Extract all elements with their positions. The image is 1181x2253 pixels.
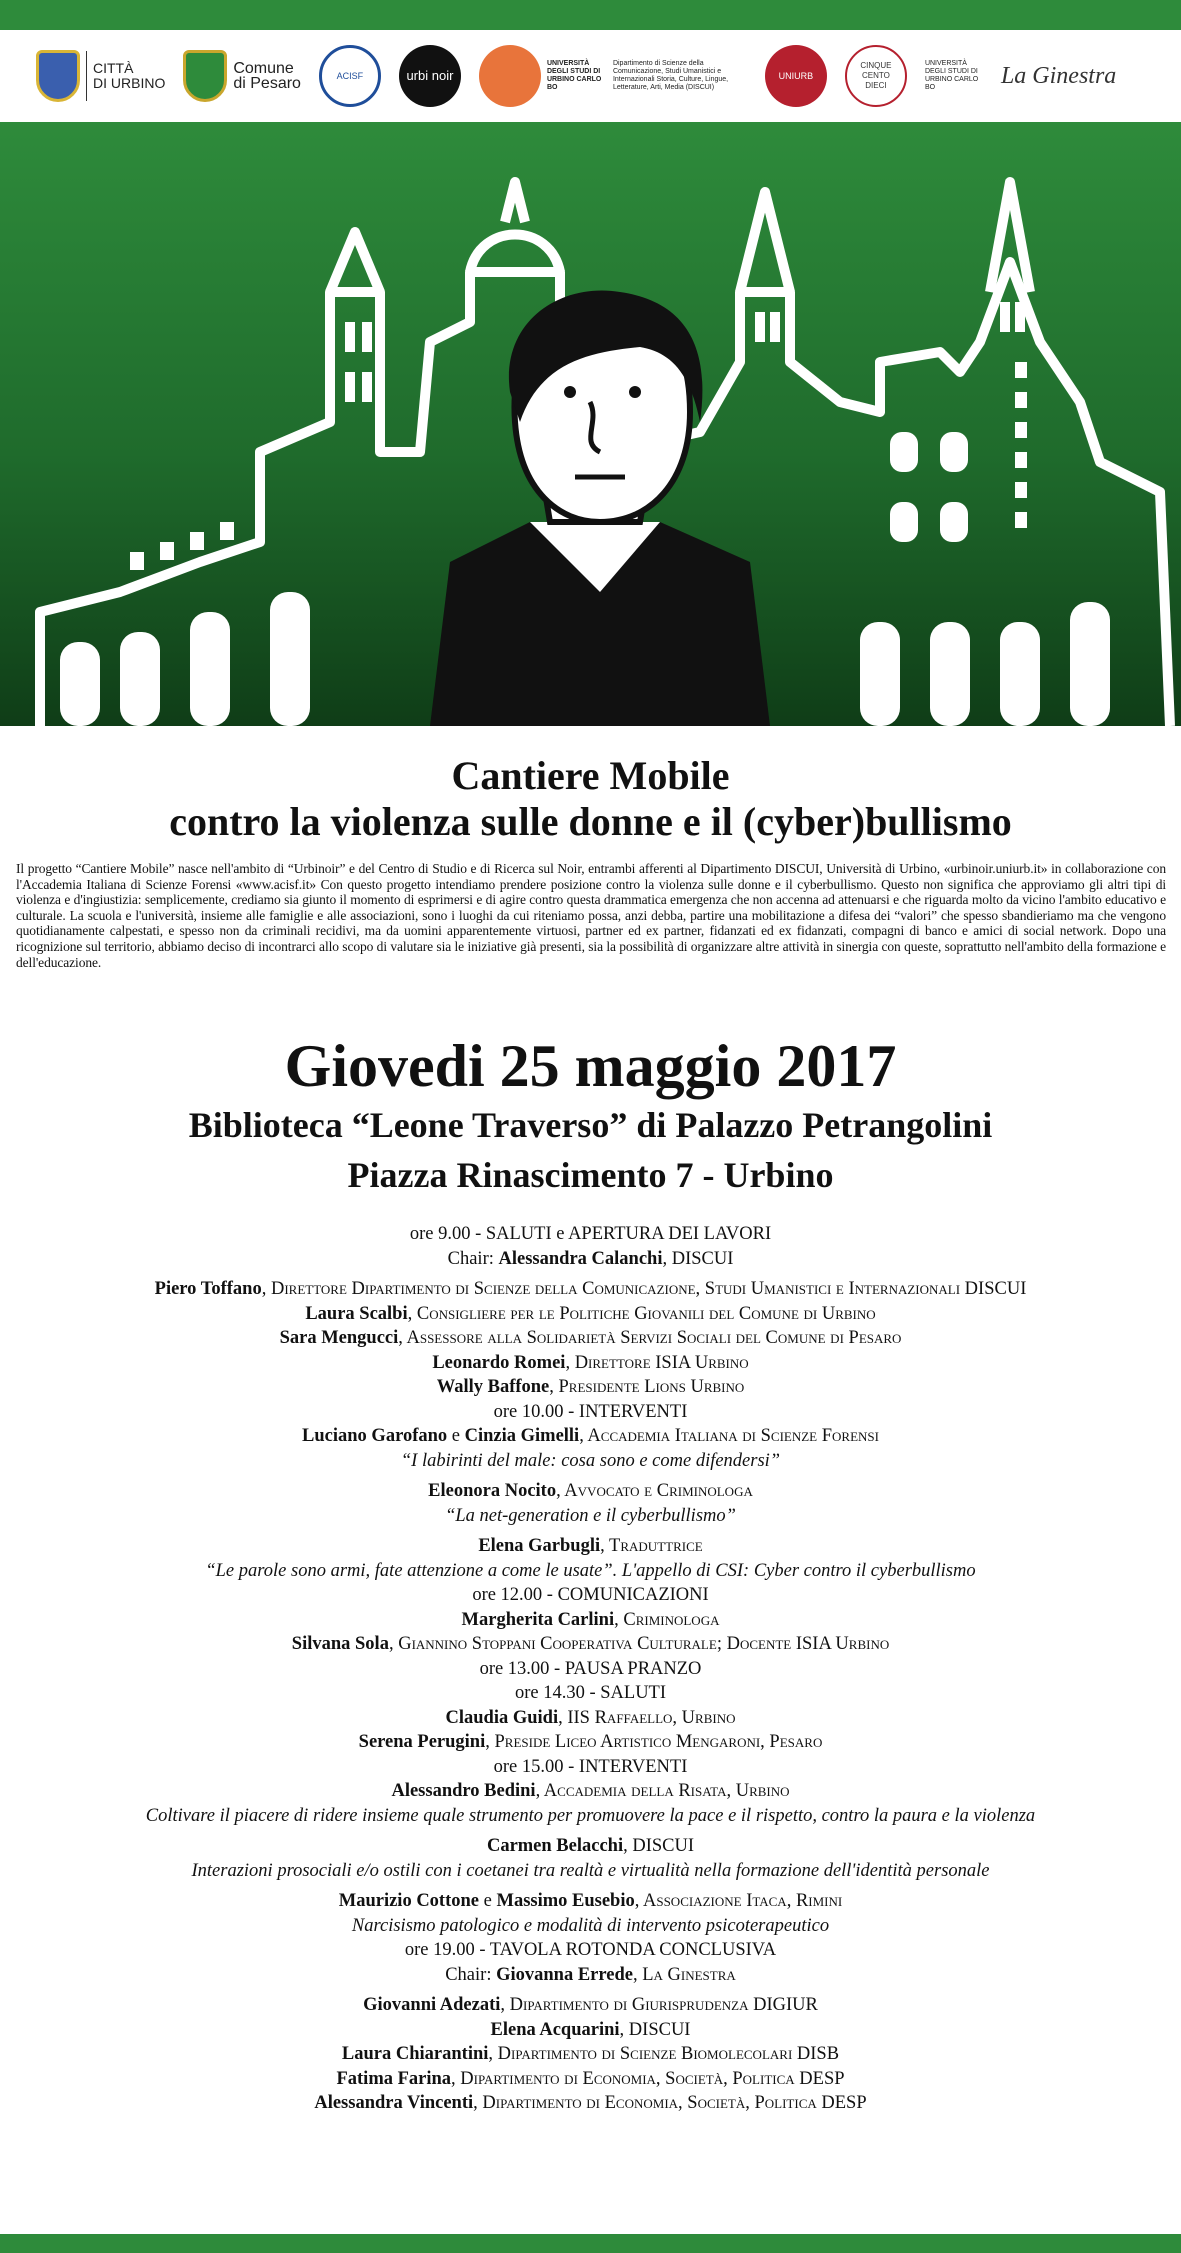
speaker-name: Eleonora Nocito: [428, 1481, 557, 1501]
speaker-name: Giovanni Adezati: [363, 1995, 501, 2015]
logo-urbino-line2: DI URBINO: [93, 75, 166, 91]
speaker-name: Claudia Guidi: [445, 1707, 559, 1728]
speaker-name: Alessandro Bedini: [391, 1781, 536, 1801]
speaker-affiliation: , Criminologa: [614, 1609, 720, 1630]
speaker-row: [0, 1632, 1181, 1657]
speaker-name: Laura Chiarantini: [341, 2044, 489, 2064]
talk-title: [0, 1449, 1181, 1474]
speaker-row: [0, 1993, 1181, 2018]
session-chair: [0, 1963, 1181, 1988]
speaker-affiliation: , DISCUI: [623, 1836, 695, 1856]
speaker-row: [0, 1889, 1181, 1914]
speaker-row: [0, 1779, 1181, 1804]
chair-aff: , DISCUI: [662, 1248, 734, 1269]
session-time: ore 12.00 - COMUNICAZIONI: [472, 1585, 709, 1605]
talk-title-text: Narcisismo patologico e modalità di intervento psicoterapeutico: [351, 1915, 830, 1936]
chair-label: Chair:: [447, 1248, 499, 1269]
speaker-affiliation: , Assessore alla Solidarietà Servizi Sociali del Comune di Pesaro: [398, 1328, 902, 1348]
chair-name: Giovanna Errede: [496, 1964, 633, 1985]
intro-paragraph: Il progetto “Cantiere Mobile” nasce nell'ambito di “Urbinoir” e del Centro di Studio e di Ricerca sul Noir, entrambi afferenti al Dipartimento DISCUI, Università di Urbino, «urbinoir.uniurb.it» in collaborazione con l'Accademia Italiana di Scienze Forensi «www.acisf.it» Con questo progetto intendiamo prendere posizione contro la violenza sulle donne e il cyberbullismo. Questo non significa che approviamo gli altri tipi di violenza e d'ingiustizia: semplicemente, crediamo sia giunto il momento di esprimersi e di agire contro questa drammatica emergenza che non accenna ad attenuarsi e che riguarda molto da vicino l'ambito educativo e culturale. La scuola e l'università, insieme alle famiglie e alle associazioni, sono i luoghi da cui riteniamo possa, anzi debba, partire una mobilitazione a difesa dei “valori” che spesso sbandieriamo ma che vengono quotidianamente calpestati, e spesso non da criminali recidivi, ma da uomini apparentemente virtuosi, partner ed ex partner, fidanzati ed ex fidanzati, compagni di banco e amici di social network. Dopo una ricognizione sul territorio, abbiamo deciso di incontrarci allo scopo di valutare sia le iniziative già presenti, sia la possibilità di organizzare altre attività in sinergia con queste, soprattutto nell'ambito della formazione e dell'educazione.: [16, 861, 1166, 970]
logo-pesaro-line2: di Pesaro: [233, 75, 301, 92]
speaker-name: Fatima Farina: [336, 2068, 452, 2089]
speaker-name: Elena Garbugli: [478, 1536, 601, 1556]
speaker-affiliation: , Direttore ISIA Urbino: [565, 1352, 749, 1373]
speaker-row: [0, 1326, 1181, 1351]
speaker-affiliation: , Consigliere per le Politiche Giovanili del Comune di Urbino: [407, 1303, 876, 1324]
event-date: Giovedi 25 maggio 2017: [284, 1033, 897, 1099]
speaker-row: [0, 1834, 1181, 1859]
speaker-row: [0, 1302, 1181, 1327]
session-time: ore 19.00 - TAVOLA ROTONDA CONCLUSIVA: [404, 1940, 777, 1960]
logo-urbino: [36, 50, 165, 102]
and-text: e: [447, 1426, 465, 1446]
bottom-green-bar: [0, 2234, 1181, 2253]
logo-divider: [86, 51, 87, 101]
pesaro-crest-icon: [183, 50, 227, 102]
speaker-name: Silvana Sola: [291, 1634, 389, 1654]
chair-label: Chair:: [445, 1964, 497, 1985]
discui-seal-icon: [479, 45, 541, 107]
chair-aff: , La Ginestra: [632, 1964, 736, 1985]
speaker-name: Cinzia Gimelli: [464, 1426, 580, 1446]
session-time: ore 14.30 - SALUTI: [514, 1683, 667, 1703]
session-time: ore 13.00 - PAUSA PRANZO: [479, 1658, 702, 1679]
speaker-row: [0, 2091, 1181, 2116]
speaker-affiliation: , DISCUI: [619, 2019, 691, 2040]
speaker-affiliation: , Avvocato e Criminologa: [556, 1481, 753, 1501]
speaker-row: [0, 1706, 1181, 1731]
top-green-bar: [0, 0, 1181, 30]
speaker-row: [0, 1424, 1181, 1449]
speaker-name: Piero Toffano: [154, 1279, 262, 1299]
talk-title-text: “La net-generation e il cyberbullismo”: [445, 1505, 736, 1526]
logo-ginestra: La Ginestra: [1000, 62, 1117, 89]
talk-title-text: Interazioni prosociali e/o ostili con i coetanei tra realtà e virtualità nella formazione dell'identità personale: [191, 1860, 990, 1881]
speaker-row: [0, 2042, 1181, 2067]
logo-bar: [0, 30, 1181, 122]
speaker-name: Carmen Belacchi: [486, 1836, 624, 1856]
speaker-affiliation: , Dipartimento di Economia, Società, Politica DESP: [473, 2093, 867, 2113]
logo-seal-text: UNIURB: [778, 71, 814, 81]
speaker-row: [0, 1534, 1181, 1559]
speaker-row: [0, 1351, 1181, 1376]
logo-pesaro-line1: Comune: [233, 60, 294, 77]
speaker-affiliation: , Accademia Italiana di Scienze Forensi: [579, 1426, 879, 1446]
logo-acisf: [319, 45, 381, 107]
urbino-crest-icon: [36, 50, 80, 102]
logo-univ-text: UNIVERSITÀ DEGLI STUDI DI URBINO CARLO BO: [924, 60, 979, 91]
logo-discui-univ: UNIVERSITÀ DEGLI STUDI DI URBINO CARLO BO: [546, 60, 602, 91]
speaker-name: Margherita Carlini: [461, 1609, 615, 1630]
logo-uniurb-seal: [765, 45, 827, 107]
talk-title-text: Coltivare il piacere di ridere insieme quale strumento per promuovere la pace e il rispetto, contro la paura e la violenza: [145, 1805, 1036, 1826]
program: [0, 1222, 1181, 2116]
talk-title: [0, 1504, 1181, 1529]
speaker-affiliation: , Dipartimento di Economia, Società, Politica DESP: [451, 2068, 845, 2089]
hero-illustration: [0, 122, 1181, 726]
speaker-affiliation: , Associazione Itaca, Rimini: [634, 1891, 843, 1911]
logo-urbinoir-text: urbi noir: [406, 68, 454, 83]
and-text: e: [479, 1891, 497, 1911]
cc-line3: DIECI: [865, 81, 887, 90]
logo-discui-text: Dipartimento di Scienze della Comunicazione, Studi Umanistici e Internazionali Storia, Culture, Lingue, Letterature, Arti, Media (DISCUI): [612, 60, 729, 91]
title-line-2: contro la violenza sulle donne e il (cyber)bullismo: [169, 799, 1012, 844]
talk-title: [0, 1559, 1181, 1584]
speaker-row: [0, 1608, 1181, 1633]
speaker-affiliation: , Presidente Lions Urbino: [549, 1377, 745, 1397]
speaker-affiliation: , Dipartimento di Giurisprudenza DIGIUR: [500, 1995, 818, 2015]
cc-line1: CINQUE: [860, 61, 892, 70]
session-time: ore 10.00 - INTERVENTI: [493, 1401, 688, 1422]
speaker-name: Elena Acquarini: [490, 2019, 620, 2040]
talk-title: [0, 1914, 1181, 1939]
speaker-row: [0, 1277, 1181, 1302]
title-line-1: Cantiere Mobile: [451, 753, 730, 798]
speaker-name: Serena Perugini: [358, 1732, 486, 1752]
session-chair: [0, 1247, 1181, 1272]
speaker-name: Laura Scalbi: [305, 1303, 408, 1324]
event-address: Piazza Rinascimento 7 - Urbino: [347, 1155, 834, 1195]
speaker-affiliation: , Direttore Dipartimento di Scienze della Comunicazione, Studi Umanistici e Internazionali DISCUI: [261, 1279, 1027, 1299]
logo-urbinoir: [399, 45, 461, 107]
speaker-affiliation: , IIS Raffaello, Urbino: [558, 1707, 736, 1728]
speaker-row: [0, 2067, 1181, 2092]
logo-acisf-text: ACISF: [336, 71, 364, 81]
logo-urbino-line1: CITTÀ: [93, 60, 134, 76]
speaker-name: Wally Baffone: [436, 1377, 550, 1397]
speaker-name: Leonardo Romei: [432, 1352, 566, 1373]
speaker-name: Massimo Eusebio: [496, 1891, 635, 1911]
logo-cinquecento: [845, 45, 907, 107]
speaker-row: [0, 1730, 1181, 1755]
speaker-affiliation: , Preside Liceo Artistico Mengaroni, Pesaro: [485, 1732, 823, 1752]
speaker-affiliation: , Dipartimento di Scienze Biomolecolari DISB: [488, 2044, 840, 2064]
cc-line2: CENTO: [862, 71, 890, 80]
speaker-affiliation: , Accademia della Risata, Urbino: [535, 1781, 790, 1801]
city-skyline-illustration: [0, 122, 1181, 726]
speaker-affiliation: , Giannino Stoppani Cooperativa Culturale; Docente ISIA Urbino: [388, 1634, 890, 1654]
talk-title-text: “Le parole sono armi, fate attenzione a come le usate”. L'appello di CSI: Cyber contro il cyberbullismo: [205, 1560, 976, 1581]
talk-title-text: “I labirinti del male: cosa sono e come difendersi”: [400, 1450, 781, 1471]
speaker-name: Sara Mengucci: [279, 1328, 399, 1348]
logo-pesaro: [183, 50, 301, 102]
event-venue: Biblioteca “Leone Traverso” di Palazzo Petrangolini: [188, 1105, 993, 1145]
speaker-row: [0, 1375, 1181, 1400]
speaker-name: Maurizio Cottone: [338, 1891, 480, 1911]
speaker-row: [0, 1479, 1181, 1504]
session-time: ore 9.00 - SALUTI e APERTURA DEI LAVORI: [409, 1224, 772, 1244]
logo-discui: [479, 45, 733, 107]
talk-title: [0, 1804, 1181, 1829]
speaker-name: Luciano Garofano: [302, 1426, 448, 1446]
speaker-affiliation: , Traduttrice: [600, 1536, 703, 1556]
speaker-row: [0, 2018, 1181, 2043]
speaker-name: Alessandra Vincenti: [314, 2093, 474, 2113]
session-time: ore 15.00 - INTERVENTI: [493, 1756, 688, 1777]
chair-name: Alessandra Calanchi: [498, 1248, 663, 1269]
talk-title: [0, 1859, 1181, 1884]
